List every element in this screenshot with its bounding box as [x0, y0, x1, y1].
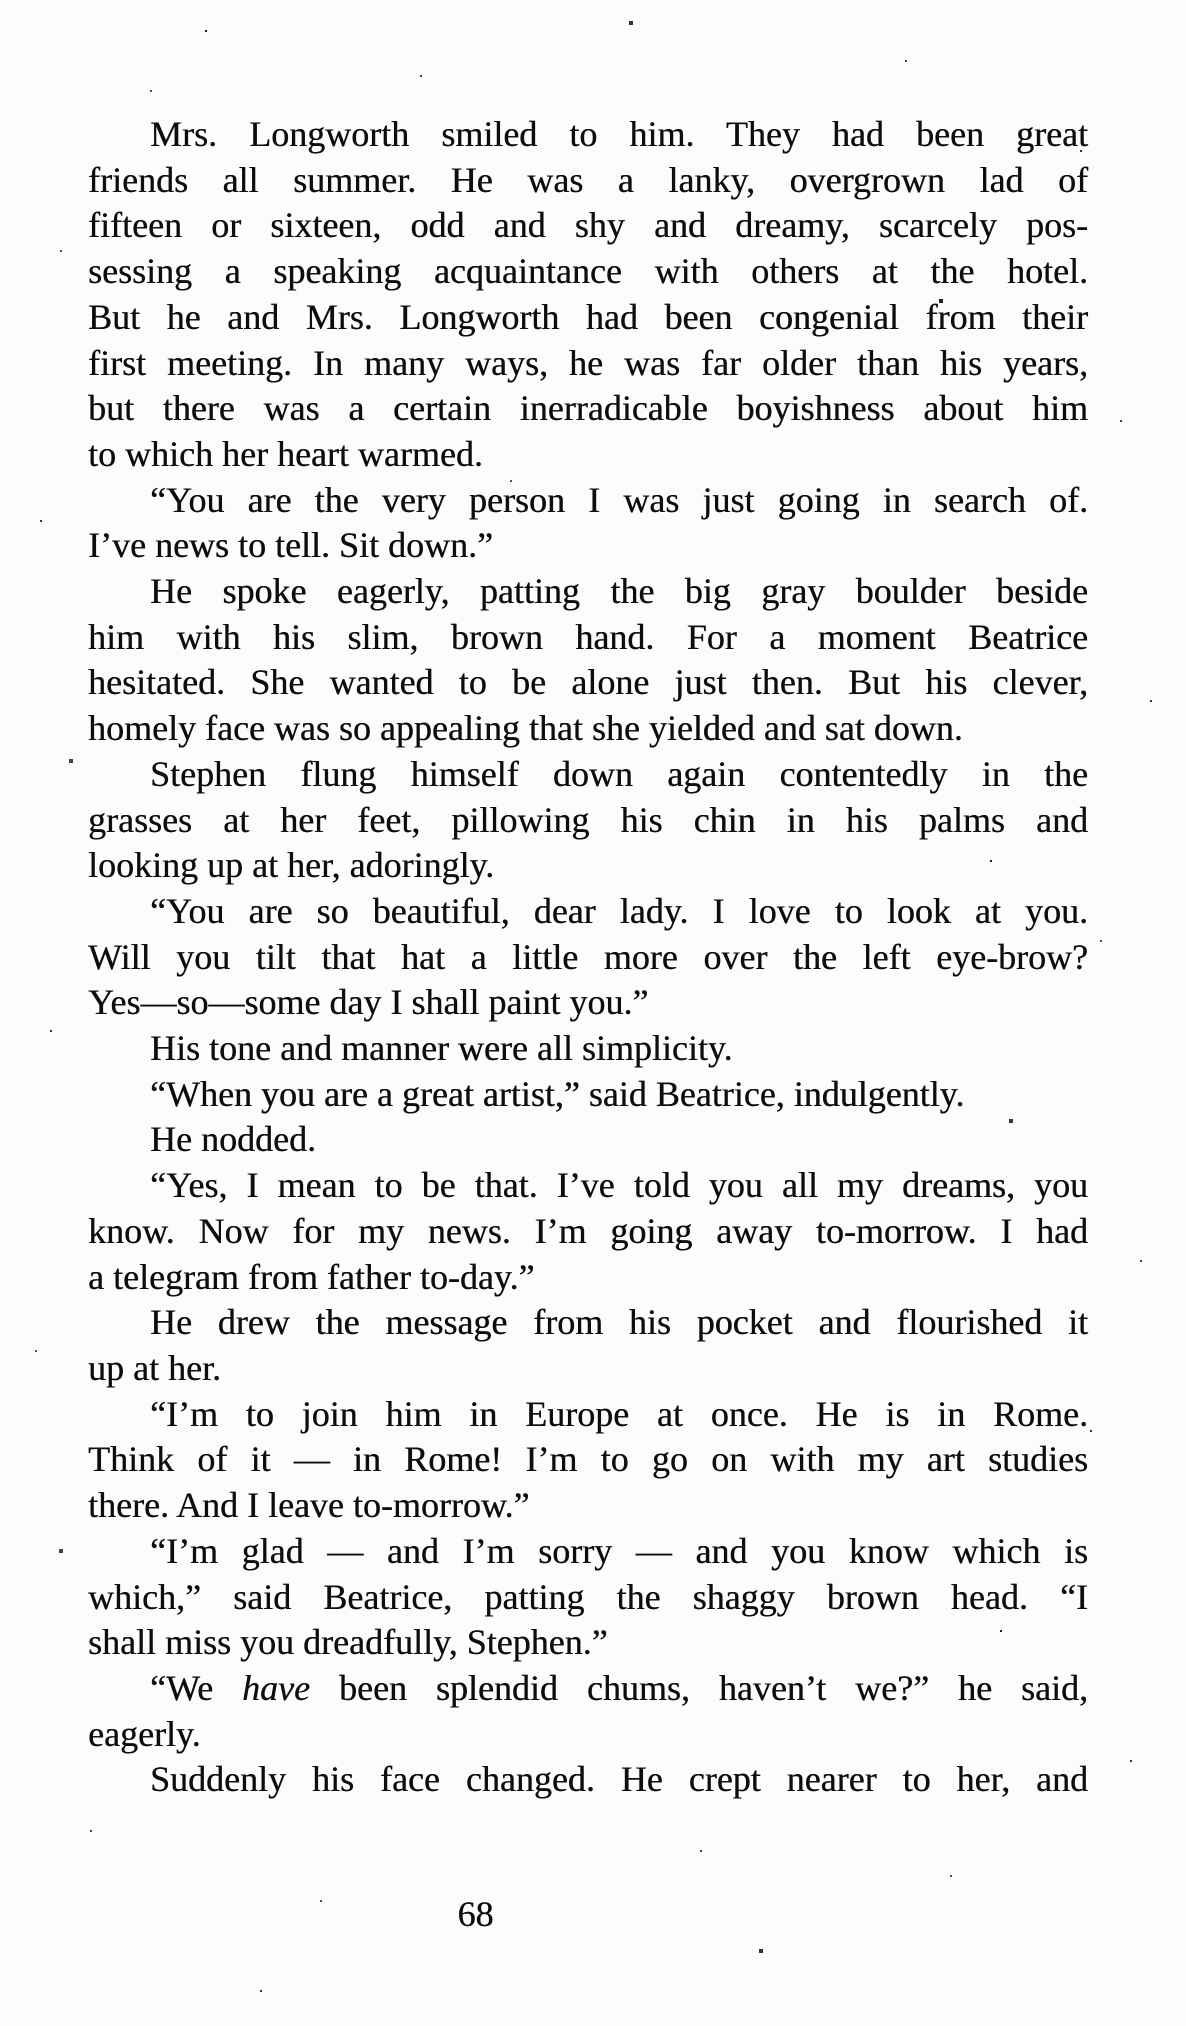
- text-line: grasses at her feet, pillowing his chin in his palms and: [88, 799, 1088, 840]
- text-line: He drew the message from his pocket and flourished it: [150, 1302, 1088, 1343]
- text-line: Yes—so—some day I shall paint you.”: [88, 982, 649, 1023]
- text-line: him with his slim, brown hand. For a moment Beatrice: [88, 616, 1088, 657]
- paragraph: [88, 1117, 1088, 1163]
- text-line: know. Now for my news. I’m going away to-morrow. I had: [88, 1210, 1088, 1251]
- text-line: Will you tilt that hat a little more over the left eye-brow?: [88, 936, 1088, 977]
- text-line: up at her.: [88, 1347, 221, 1388]
- text-line: Stephen flung himself down again contentedly in the: [150, 753, 1088, 794]
- text-line: there. And I leave to-morrow.”: [88, 1485, 530, 1526]
- scan-noise: [0, 0, 2, 2]
- text-line: I’ve news to tell. Sit down.”: [88, 525, 493, 566]
- text-line: He nodded.: [150, 1119, 316, 1160]
- paragraph: [88, 752, 1088, 889]
- text-line: But he and Mrs. Longworth had been congenial from their: [88, 296, 1088, 337]
- text-line: [88, 1666, 1088, 1712]
- paragraph: [88, 1072, 1088, 1118]
- text-segment: “We: [150, 1667, 243, 1708]
- text-line: Think of it — in Rome! I’m to go on with my art studies: [88, 1439, 1088, 1480]
- paragraph: [88, 1163, 1088, 1300]
- text-line: Suddenly his face changed. He crept nearer to her, and: [150, 1759, 1088, 1800]
- text-line: fifteen or sixteen, odd and shy and dreamy, scarcely pos-: [88, 205, 1088, 246]
- page-number: 68: [457, 1894, 494, 1934]
- paragraph: [88, 112, 1088, 478]
- paragraph: [88, 1529, 1088, 1666]
- text-line: first meeting. In many ways, he was far older than his years,: [88, 342, 1088, 383]
- text-line: shall miss you dreadfully, Stephen.”: [88, 1622, 608, 1663]
- paragraph: [88, 1666, 1088, 1757]
- text-line: a telegram from father to-day.”: [88, 1256, 535, 1297]
- text-line: but there was a certain inerradicable boyishness about him: [88, 388, 1088, 429]
- text-line: “I’m glad — and I’m sorry — and you know which is: [150, 1530, 1088, 1571]
- paragraph: [88, 1392, 1088, 1529]
- text-line: looking up at her, adoringly.: [88, 845, 495, 886]
- text-line: “Yes, I mean to be that. I’ve told you all my dreams, you: [150, 1165, 1088, 1206]
- paragraph: [88, 1757, 1088, 1803]
- text-line: “When you are a great artist,” said Beatrice, indulgently.: [150, 1073, 965, 1114]
- text-line: friends all summer. He was a lanky, overgrown lad of: [88, 159, 1088, 200]
- paragraph: [88, 569, 1088, 752]
- text-line: “You are so beautiful, dear lady. I love to look at you.: [150, 890, 1088, 931]
- text-line: which,” said Beatrice, patting the shaggy brown head. “I: [88, 1576, 1088, 1617]
- text-line: eagerly.: [88, 1713, 201, 1754]
- paragraph: [88, 1026, 1088, 1072]
- paragraph: [88, 889, 1088, 1026]
- text-line: sessing a speaking acquaintance with others at the hotel.: [88, 251, 1088, 292]
- paragraph: [88, 1300, 1088, 1391]
- text-line: “I’m to join him in Europe at once. He is in Rome.: [150, 1393, 1088, 1434]
- text-line: homely face was so appealing that she yielded and sat down.: [88, 708, 963, 749]
- italic-text: have: [242, 1667, 310, 1708]
- text-line: “You are the very person I was just going in search of.: [150, 479, 1088, 520]
- text-line: to which her heart warmed.: [88, 433, 483, 474]
- text-line: Mrs. Longworth smiled to him. They had been great: [150, 114, 1088, 154]
- text-line: hesitated. She wanted to be alone just then. But his clever,: [88, 662, 1088, 703]
- text-line: He spoke eagerly, patting the big gray boulder beside: [150, 571, 1088, 612]
- text-segment: been splendid chums, haven’t we?” he said,: [310, 1667, 1088, 1708]
- paragraph: [88, 478, 1088, 569]
- text-line: His tone and manner were all simplicity.: [150, 1028, 733, 1069]
- text-block: [88, 112, 1088, 1803]
